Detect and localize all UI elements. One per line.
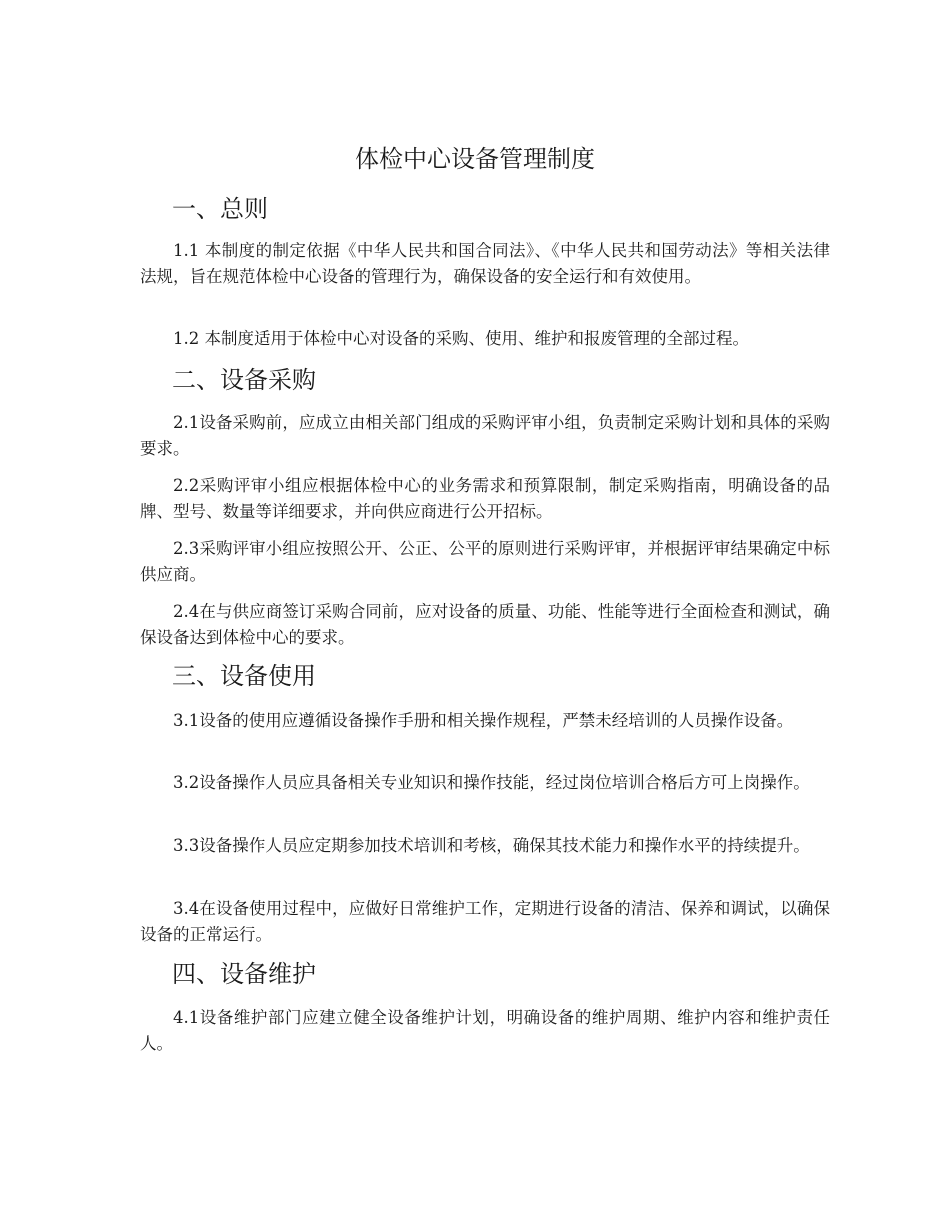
- paragraph-2-4: 2.4在与供应商签订采购合同前，应对设备的质量、功能、性能等进行全面检查和测试，确保设备达到体检中心的要求。: [140, 602, 830, 647]
- section-heading-procurement: 二、设备采购: [172, 366, 316, 394]
- paragraph-4-1: 4.1设备维护部门应建立健全设备维护计划，明确设备的维护周期、维护内容和维护责任人。: [140, 1008, 830, 1053]
- paragraph-3-3: 3.3设备操作人员应定期参加技术培训和考核，确保其技术能力和操作水平的持续提升。: [173, 836, 810, 855]
- paragraph-3-4: 3.4在设备使用过程中，应做好日常维护工作，定期进行设备的清洁、保养和调试，以确保设备的正常运行。: [140, 899, 830, 944]
- section-heading-usage: 三、设备使用: [172, 662, 316, 690]
- paragraph-2-2: 2.2采购评审小组应根据体检中心的业务需求和预算限制，制定采购指南，明确设备的品牌、型号、数量等详细要求，并向供应商进行公开招标。: [140, 476, 830, 521]
- paragraph-1-2: 1.2 本制度适用于体检中心对设备的采购、使用、维护和报废管理的全部过程。: [173, 329, 749, 348]
- section-heading-general: 一、总则: [172, 195, 268, 223]
- paragraph-3-1: 3.1设备的使用应遵循设备操作手册和相关操作规程，严禁未经培训的人员操作设备。: [173, 711, 794, 730]
- document-title: 体检中心设备管理制度: [355, 145, 595, 173]
- paragraph-1-1: 1.1 本制度的制定依据《中华人民共和国合同法》、《中华人民共和国劳动法》等相关法律法规，旨在规范体检中心设备的管理行为，确保设备的安全运行和有效使用。: [140, 241, 830, 286]
- paragraph-2-1: 2.1设备采购前，应成立由相关部门组成的采购评审小组，负责制定采购计划和具体的采购要求。: [140, 413, 830, 458]
- section-heading-maintenance: 四、设备维护: [172, 960, 316, 988]
- paragraph-3-2: 3.2设备操作人员应具备相关专业知识和操作技能，经过岗位培训合格后方可上岗操作。: [173, 773, 810, 792]
- paragraph-2-3: 2.3采购评审小组应按照公开、公正、公平的原则进行采购评审，并根据评审结果确定中标供应商。: [140, 539, 830, 584]
